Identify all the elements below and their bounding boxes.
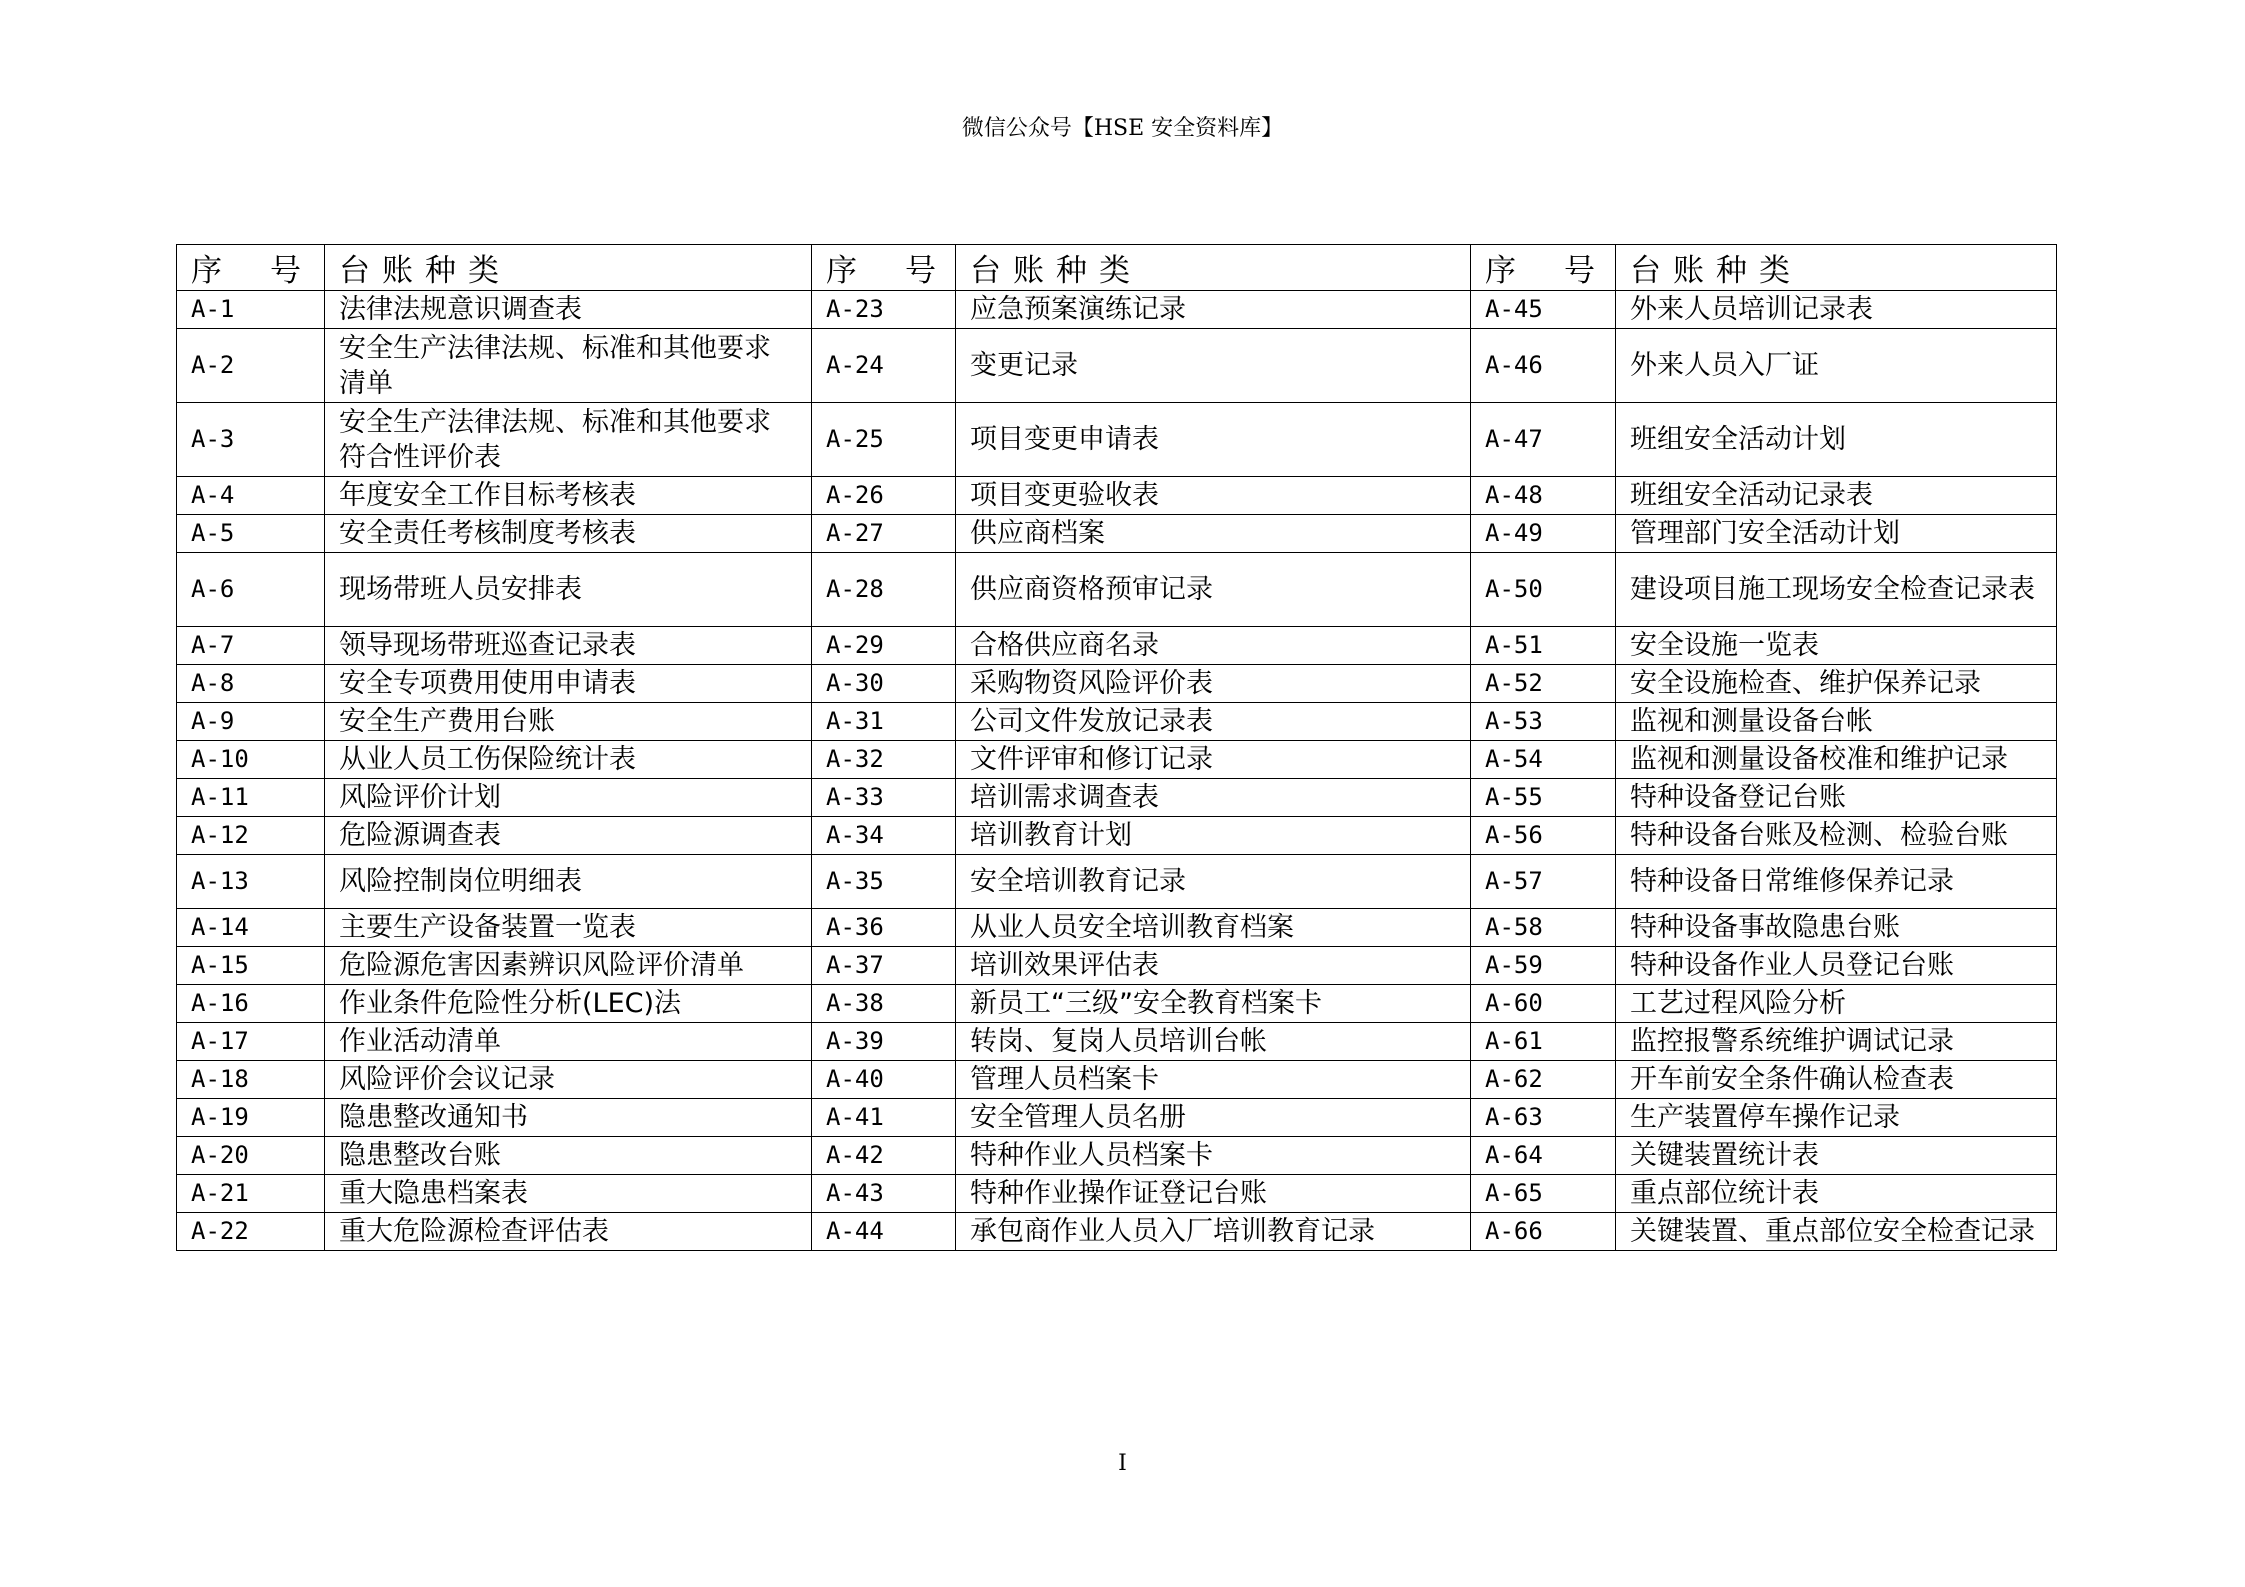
serial-cell: A-56 [1471, 817, 1616, 855]
serial-cell: A-14 [177, 909, 325, 947]
category-cell: 监视和测量设备台帐 [1616, 703, 2057, 741]
serial-cell: A-36 [812, 909, 956, 947]
category-cell: 关键装置、重点部位安全检查记录 [1616, 1213, 2057, 1251]
serial-cell: A-60 [1471, 985, 1616, 1023]
category-cell: 隐患整改通知书 [325, 1099, 812, 1137]
table-header-row [177, 245, 2057, 291]
table-row [177, 1023, 2057, 1061]
category-cell: 安全生产法律法规、标准和其他要求清单 [325, 329, 812, 403]
category-cell: 安全生产法律法规、标准和其他要求符合性评价表 [325, 403, 812, 477]
table-row [177, 1099, 2057, 1137]
serial-cell: A-1 [177, 291, 325, 329]
category-cell: 领导现场带班巡查记录表 [325, 627, 812, 665]
serial-cell: A-41 [812, 1099, 956, 1137]
category-cell: 培训教育计划 [956, 817, 1471, 855]
category-cell: 班组安全活动记录表 [1616, 477, 2057, 515]
category-cell: 重大隐患档案表 [325, 1175, 812, 1213]
category-cell: 重点部位统计表 [1616, 1175, 2057, 1213]
serial-cell: A-8 [177, 665, 325, 703]
category-cell: 安全管理人员名册 [956, 1099, 1471, 1137]
serial-cell: A-19 [177, 1099, 325, 1137]
table-row [177, 665, 2057, 703]
serial-cell: A-21 [177, 1175, 325, 1213]
category-cell: 特种设备作业人员登记台账 [1616, 947, 2057, 985]
category-cell: 开车前安全条件确认检查表 [1616, 1061, 2057, 1099]
table-row [177, 403, 2057, 477]
category-cell: 变更记录 [956, 329, 1471, 403]
category-cell: 安全培训教育记录 [956, 855, 1471, 909]
serial-header: 序 号 [177, 245, 325, 291]
table-row [177, 1213, 2057, 1251]
table-row [177, 329, 2057, 403]
serial-header: 序 号 [812, 245, 956, 291]
category-cell: 现场带班人员安排表 [325, 553, 812, 627]
category-cell: 采购物资风险评价表 [956, 665, 1471, 703]
serial-cell: A-30 [812, 665, 956, 703]
category-cell: 作业条件危险性分析(LEC)法 [325, 985, 812, 1023]
category-cell: 隐患整改台账 [325, 1137, 812, 1175]
serial-cell: A-22 [177, 1213, 325, 1251]
serial-cell: A-35 [812, 855, 956, 909]
category-cell: 外来人员入厂证 [1616, 329, 2057, 403]
category-cell: 风险评价计划 [325, 779, 812, 817]
category-cell: 风险控制岗位明细表 [325, 855, 812, 909]
table-row [177, 909, 2057, 947]
serial-cell: A-47 [1471, 403, 1616, 477]
category-cell: 特种设备台账及检测、检验台账 [1616, 817, 2057, 855]
category-cell: 供应商档案 [956, 515, 1471, 553]
serial-cell: A-20 [177, 1137, 325, 1175]
table-row [177, 741, 2057, 779]
category-cell: 项目变更验收表 [956, 477, 1471, 515]
serial-header: 序 号 [1471, 245, 1616, 291]
serial-cell: A-52 [1471, 665, 1616, 703]
serial-cell: A-61 [1471, 1023, 1616, 1061]
category-cell: 特种设备登记台账 [1616, 779, 2057, 817]
category-cell: 文件评审和修订记录 [956, 741, 1471, 779]
serial-cell: A-40 [812, 1061, 956, 1099]
serial-cell: A-64 [1471, 1137, 1616, 1175]
category-cell: 管理部门安全活动计划 [1616, 515, 2057, 553]
serial-cell: A-33 [812, 779, 956, 817]
serial-cell: A-11 [177, 779, 325, 817]
serial-cell: A-66 [1471, 1213, 1616, 1251]
category-cell: 监视和测量设备校准和维护记录 [1616, 741, 2057, 779]
serial-cell: A-10 [177, 741, 325, 779]
category-cell: 风险评价会议记录 [325, 1061, 812, 1099]
serial-cell: A-62 [1471, 1061, 1616, 1099]
serial-cell: A-31 [812, 703, 956, 741]
serial-cell: A-45 [1471, 291, 1616, 329]
serial-cell: A-15 [177, 947, 325, 985]
category-header: 台账种类 [325, 245, 812, 291]
serial-cell: A-29 [812, 627, 956, 665]
category-cell: 安全生产费用台账 [325, 703, 812, 741]
serial-cell: A-7 [177, 627, 325, 665]
category-cell: 安全责任考核制度考核表 [325, 515, 812, 553]
serial-cell: A-63 [1471, 1099, 1616, 1137]
serial-cell: A-38 [812, 985, 956, 1023]
category-cell: 班组安全活动计划 [1616, 403, 2057, 477]
serial-cell: A-12 [177, 817, 325, 855]
serial-cell: A-48 [1471, 477, 1616, 515]
category-cell: 从业人员安全培训教育档案 [956, 909, 1471, 947]
serial-cell: A-50 [1471, 553, 1616, 627]
category-cell: 特种作业人员档案卡 [956, 1137, 1471, 1175]
table-row [177, 1175, 2057, 1213]
serial-cell: A-6 [177, 553, 325, 627]
category-cell: 关键装置统计表 [1616, 1137, 2057, 1175]
serial-cell: A-32 [812, 741, 956, 779]
category-cell: 安全专项费用使用申请表 [325, 665, 812, 703]
serial-cell: A-54 [1471, 741, 1616, 779]
serial-cell: A-26 [812, 477, 956, 515]
category-cell: 应急预案演练记录 [956, 291, 1471, 329]
serial-cell: A-59 [1471, 947, 1616, 985]
table-row [177, 855, 2057, 909]
serial-cell: A-23 [812, 291, 956, 329]
category-cell: 安全设施一览表 [1616, 627, 2057, 665]
category-cell: 供应商资格预审记录 [956, 553, 1471, 627]
table-row [177, 947, 2057, 985]
serial-cell: A-9 [177, 703, 325, 741]
category-cell: 重大危险源检查评估表 [325, 1213, 812, 1251]
category-cell: 建设项目施工现场安全检查记录表 [1616, 553, 2057, 627]
category-header: 台账种类 [956, 245, 1471, 291]
serial-cell: A-49 [1471, 515, 1616, 553]
table-row [177, 703, 2057, 741]
category-cell: 管理人员档案卡 [956, 1061, 1471, 1099]
category-cell: 年度安全工作目标考核表 [325, 477, 812, 515]
table-row [177, 477, 2057, 515]
table-row [177, 627, 2057, 665]
category-cell: 新员工“三级”安全教育档案卡 [956, 985, 1471, 1023]
serial-cell: A-51 [1471, 627, 1616, 665]
serial-cell: A-27 [812, 515, 956, 553]
serial-cell: A-46 [1471, 329, 1616, 403]
serial-cell: A-34 [812, 817, 956, 855]
serial-cell: A-13 [177, 855, 325, 909]
serial-cell: A-28 [812, 553, 956, 627]
serial-cell: A-25 [812, 403, 956, 477]
serial-cell: A-39 [812, 1023, 956, 1061]
serial-cell: A-42 [812, 1137, 956, 1175]
category-cell: 项目变更申请表 [956, 403, 1471, 477]
category-cell: 危险源危害因素辨识风险评价清单 [325, 947, 812, 985]
ledger-table [176, 244, 2057, 1251]
category-cell: 公司文件发放记录表 [956, 703, 1471, 741]
table-row [177, 1061, 2057, 1099]
serial-cell: A-44 [812, 1213, 956, 1251]
category-cell: 主要生产设备装置一览表 [325, 909, 812, 947]
category-cell: 承包商作业人员入厂培训教育记录 [956, 1213, 1471, 1251]
serial-cell: A-58 [1471, 909, 1616, 947]
serial-cell: A-2 [177, 329, 325, 403]
serial-cell: A-65 [1471, 1175, 1616, 1213]
category-cell: 外来人员培训记录表 [1616, 291, 2057, 329]
category-cell: 转岗、复岗人员培训台帐 [956, 1023, 1471, 1061]
table-row [177, 779, 2057, 817]
page-header: 微信公众号【HSE 安全资料库】 [961, 116, 1284, 141]
category-cell: 合格供应商名录 [956, 627, 1471, 665]
serial-cell: A-3 [177, 403, 325, 477]
category-cell: 培训需求调查表 [956, 779, 1471, 817]
serial-cell: A-55 [1471, 779, 1616, 817]
serial-cell: A-4 [177, 477, 325, 515]
category-cell: 工艺过程风险分析 [1616, 985, 2057, 1023]
serial-cell: A-17 [177, 1023, 325, 1061]
category-cell: 生产装置停车操作记录 [1616, 1099, 2057, 1137]
page-number: I [1118, 1451, 1127, 1476]
table-row [177, 1137, 2057, 1175]
category-cell: 法律法规意识调查表 [325, 291, 812, 329]
serial-cell: A-43 [812, 1175, 956, 1213]
category-cell: 培训效果评估表 [956, 947, 1471, 985]
category-cell: 从业人员工伤保险统计表 [325, 741, 812, 779]
serial-cell: A-24 [812, 329, 956, 403]
table-row [177, 291, 2057, 329]
serial-cell: A-16 [177, 985, 325, 1023]
category-cell: 监控报警系统维护调试记录 [1616, 1023, 2057, 1061]
category-cell: 特种设备事故隐患台账 [1616, 909, 2057, 947]
table-row [177, 553, 2057, 627]
category-cell: 危险源调查表 [325, 817, 812, 855]
serial-cell: A-5 [177, 515, 325, 553]
serial-cell: A-53 [1471, 703, 1616, 741]
category-cell: 作业活动清单 [325, 1023, 812, 1061]
category-header: 台账种类 [1616, 245, 2057, 291]
table-row [177, 817, 2057, 855]
category-cell: 特种设备日常维修保养记录 [1616, 855, 2057, 909]
table-row [177, 515, 2057, 553]
serial-cell: A-18 [177, 1061, 325, 1099]
category-cell: 安全设施检查、维护保养记录 [1616, 665, 2057, 703]
serial-cell: A-37 [812, 947, 956, 985]
category-cell: 特种作业操作证登记台账 [956, 1175, 1471, 1213]
table-row [177, 985, 2057, 1023]
serial-cell: A-57 [1471, 855, 1616, 909]
